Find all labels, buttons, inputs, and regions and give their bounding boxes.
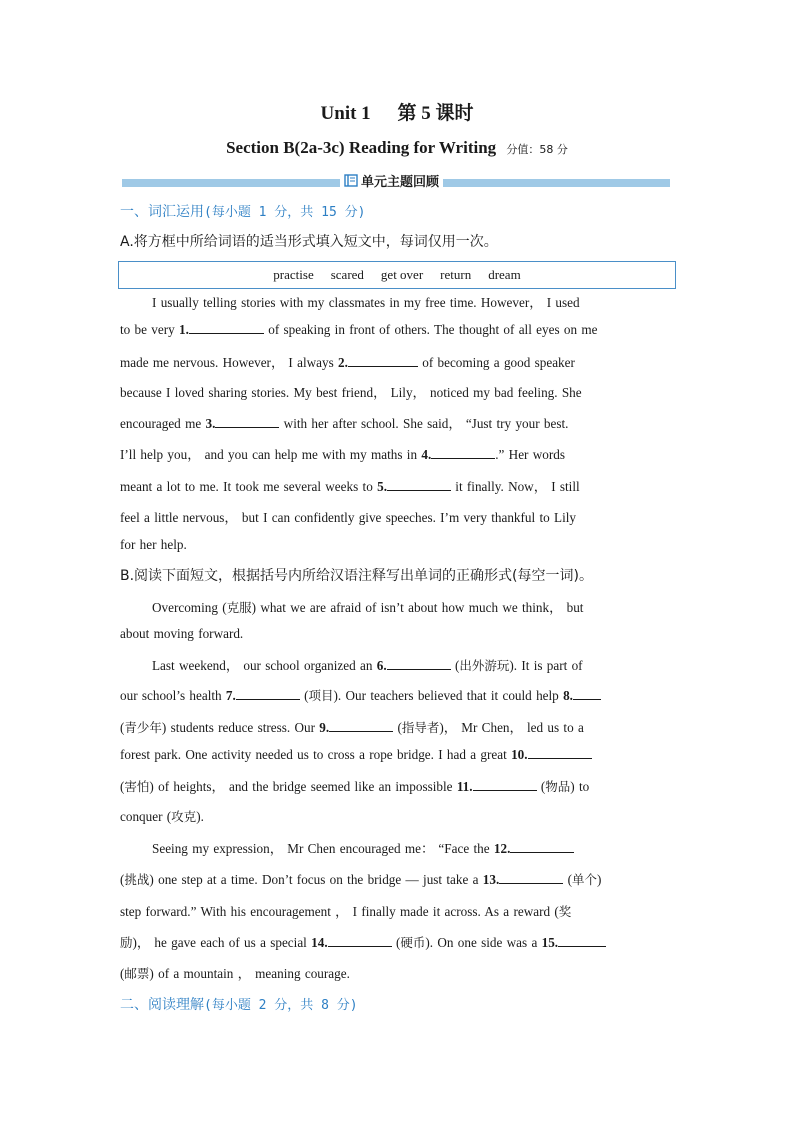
- chinese-hint: 害怕: [124, 779, 150, 794]
- question-number: 3.: [205, 416, 216, 431]
- answer-blank[interactable]: [431, 448, 495, 459]
- passage-text: our school’s health: [120, 688, 226, 703]
- passage-text: I’ll help you， and you can help me with my maths in: [120, 447, 422, 462]
- passage-line: [120, 717, 680, 736]
- answer-blank[interactable]: [387, 659, 451, 670]
- question-number: 1.: [179, 322, 189, 337]
- answer-blank[interactable]: [510, 842, 574, 853]
- passage-line: [120, 963, 680, 982]
- passage-text: Seeing my expression， Mr Chen encouraged me： “Face the: [152, 841, 494, 856]
- lesson-label: 第 5 课时: [397, 103, 474, 124]
- question-number: 8.: [563, 688, 573, 703]
- answer-blank[interactable]: [189, 323, 264, 334]
- passage-text: step forward.” With his encouragement ， I finally made it across. As a reward (: [120, 904, 559, 919]
- passage-line: [120, 597, 680, 616]
- part1-title: 一、词汇运用: [120, 204, 204, 220]
- chinese-hint: 硬币: [400, 935, 426, 950]
- passage-text: of speaking in front of others. The thought of all eyes on me: [263, 322, 598, 337]
- section-label: Section B(2a-3c) Reading for Writing: [226, 138, 497, 157]
- passage-text: (: [393, 720, 402, 735]
- question-number: 10.: [511, 747, 528, 762]
- unit-label: Unit 1: [320, 103, 371, 124]
- question-number: 7.: [225, 688, 236, 703]
- part2-heading: [120, 994, 358, 1014]
- chinese-hint: 青少年: [124, 720, 162, 735]
- answer-blank[interactable]: [329, 721, 393, 732]
- answer-blank[interactable]: [328, 936, 392, 947]
- passage-text: with her after school. She said， “Just try your best.: [279, 416, 569, 431]
- passage-line: [120, 413, 680, 432]
- passage-text: because I loved sharing stories. My best friend， Lily， noticed my bad feeling. She: [120, 385, 582, 400]
- passage-line: [120, 655, 680, 674]
- part1-note: (每小题 1 分，共 15 分): [204, 205, 366, 220]
- passage-text: (: [120, 966, 125, 981]
- passage-text: ). On one side was a: [425, 935, 542, 950]
- passage-text: forest park. One activity needed us to cross a rope bridge. I had a great: [120, 747, 512, 762]
- part2-title: 二、阅读理解: [120, 997, 204, 1013]
- chinese-hint: 项目: [308, 688, 334, 703]
- question-number: 14.: [311, 935, 328, 950]
- passage-text: (: [120, 720, 125, 735]
- passage-text: ) one step at a time. Don’t focus on the bridge — just take a: [149, 872, 483, 887]
- word-option: return: [440, 267, 472, 282]
- question-number: 5.: [377, 479, 387, 494]
- book-icon: [344, 174, 358, 187]
- word-option: practise: [273, 267, 314, 282]
- passage-text: feel a little nervous， but I can confidently give speeches. I’m very thankful to Lily: [120, 510, 577, 525]
- passage-line: [120, 870, 680, 888]
- passage-text: (: [120, 872, 125, 887]
- passage-line: [120, 322, 680, 338]
- passage-text: (: [299, 688, 309, 703]
- passage-line: [120, 444, 680, 463]
- passage-text: conquer (: [120, 809, 172, 824]
- question-number: 11.: [456, 779, 473, 794]
- answer-blank[interactable]: [215, 417, 279, 428]
- passage-text: ).: [196, 809, 204, 824]
- chinese-hint: 奖: [558, 904, 572, 919]
- passage-line: [120, 932, 680, 951]
- chinese-hint: 出外游玩: [459, 658, 510, 673]
- passage-text: (: [120, 779, 125, 794]
- chinese-hint: 挑战: [124, 872, 150, 887]
- passage-line: [120, 352, 680, 371]
- passage-text: )， he gave each of us a special: [132, 935, 312, 950]
- answer-blank[interactable]: [573, 689, 601, 700]
- answer-blank[interactable]: [528, 748, 592, 759]
- passage-text: ) of a mountain ， meaning courage.: [149, 966, 350, 981]
- passage-text: ). It is part of: [509, 658, 583, 673]
- passage-text: for her help.: [120, 537, 187, 552]
- passage-text: of becoming a good speaker: [417, 355, 575, 370]
- partA-instruction: A.将方框中所给词语的适当形式填入短文中，每词仅用一次。: [120, 234, 498, 250]
- passage-text: .” Her words: [495, 447, 565, 462]
- passage-line: [120, 382, 680, 401]
- passage-text: meant a lot to me. It took me several weeks to: [120, 479, 378, 494]
- word-box: [118, 261, 676, 289]
- part1-heading: [120, 201, 365, 221]
- partB-instruction: B.阅读下面短文，根据括号内所给汉语注释写出单词的正确形式(每空一词)。: [120, 568, 593, 584]
- passage-text: to be very: [120, 322, 180, 337]
- score-label: 分值：58 分: [506, 143, 568, 156]
- word-option: dream: [488, 267, 521, 282]
- chinese-hint: 指导者: [401, 720, 440, 735]
- passage-text: ) to: [570, 779, 590, 794]
- chinese-hint: 励: [120, 935, 133, 950]
- passage-text: ) what we are afraid of isn’t about how much we think， but: [251, 600, 584, 615]
- question-number: 13.: [482, 872, 500, 887]
- part2-note: (每小题 2 分，共 8 分): [204, 998, 358, 1013]
- passage-text: )， Mr Chen， led us to a: [439, 720, 584, 735]
- passage-text: encouraged me: [120, 416, 206, 431]
- page-title: [0, 98, 794, 125]
- chinese-hint: 克服: [226, 600, 252, 615]
- answer-blank[interactable]: [473, 780, 537, 791]
- passage-text: (: [391, 935, 401, 950]
- passage-text: it finally. Now， I still: [450, 479, 580, 494]
- answer-blank[interactable]: [499, 873, 563, 884]
- passage-line: [120, 807, 680, 825]
- passage-line: [120, 292, 680, 311]
- question-number: 2.: [338, 355, 348, 370]
- chinese-hint: 单个: [571, 872, 597, 887]
- passage-text: (: [563, 872, 572, 887]
- passage-line: [120, 686, 680, 704]
- passage-text: made me nervous. However， I always: [120, 355, 339, 370]
- question-number: 15.: [541, 935, 559, 950]
- passage-text: ): [597, 872, 602, 887]
- answer-blank[interactable]: [387, 480, 451, 491]
- question-number: 9.: [319, 720, 330, 735]
- chinese-hint: 物品: [545, 779, 571, 794]
- passage-text: ) students reduce stress. Our: [161, 720, 320, 735]
- passage-text: about moving forward.: [120, 626, 244, 641]
- passage-line: [120, 476, 680, 495]
- passage-line: [120, 838, 680, 857]
- passage-text: ). Our teachers believed that it could help: [333, 688, 564, 703]
- question-number: 12.: [493, 841, 511, 856]
- word-option: scared: [330, 267, 364, 282]
- theme-band-label: [340, 171, 443, 190]
- passage-line: [120, 537, 680, 553]
- question-number: 4.: [421, 447, 432, 462]
- chinese-hint: 邮票: [124, 966, 150, 981]
- passage-line: [120, 901, 680, 920]
- passage-text: I usually telling stories with my classmates in my free time. However， I used: [152, 295, 580, 310]
- section-subtitle: [0, 138, 794, 158]
- passage-text: (: [450, 658, 460, 673]
- passage-text: ) of heights， and the bridge seemed like an impossible: [149, 779, 457, 794]
- passage-text: Overcoming (: [152, 600, 227, 615]
- passage-text: (: [536, 779, 546, 794]
- answer-blank[interactable]: [348, 356, 418, 367]
- word-option: get over: [380, 267, 424, 282]
- question-number: 6.: [376, 658, 387, 673]
- answer-blank[interactable]: [236, 689, 300, 700]
- passage-line: [120, 747, 680, 763]
- passage-line: [120, 776, 680, 795]
- answer-blank[interactable]: [558, 936, 606, 947]
- theme-band-text: 单元主题回顾: [361, 175, 440, 190]
- chinese-hint: 攻克: [171, 809, 197, 824]
- passage-text: Last weekend， our school organized an: [152, 658, 377, 673]
- passage-line: [120, 626, 680, 642]
- passage-line: [120, 507, 680, 526]
